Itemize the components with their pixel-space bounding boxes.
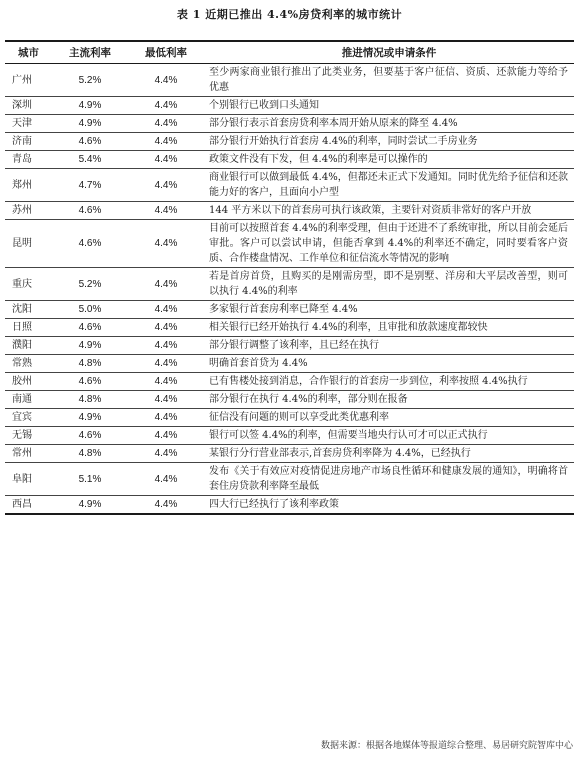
min-rate-cell: 4.4% <box>128 427 204 445</box>
city-cell: 宜宾 <box>5 409 52 427</box>
city-cell: 苏州 <box>5 202 52 220</box>
conditions-cell: 明确首套首贷为 4.4% <box>204 355 574 373</box>
main-rate-cell: 5.2% <box>52 268 128 301</box>
min-rate-cell: 4.4% <box>128 496 204 515</box>
header-city: 城市 <box>5 41 52 64</box>
table-row <box>5 496 574 515</box>
table-row <box>5 64 574 97</box>
conditions-cell: 部分银行在执行 4.4%的利率，部分则在报备 <box>204 391 574 409</box>
conditions-cell: 部分银行开始执行首套房 4.4%的利率，同时尝试二手房业务 <box>204 133 574 151</box>
city-cell: 天津 <box>5 115 52 133</box>
conditions-cell: 目前可以按照首套 4.4%的利率受理，但由于还进不了系统审批，所以目前会延后审批。客户可以尝试申请，但能否拿到 4.4%的利率还不确定，同时要看客户资质、合作楼盘情况、工作单位和征信流水等情况的影响 <box>204 220 574 268</box>
conditions-cell: 商业银行可以做到最低 4.4%，但都还未正式下发通知。同时优先给予征信和还款能力好的客户，且面向小户型 <box>204 169 574 202</box>
min-rate-cell: 4.4% <box>128 169 204 202</box>
table-row <box>5 202 574 220</box>
conditions-cell: 某银行分行营业部表示,首套房贷利率降为 4.4%，已经执行 <box>204 445 574 463</box>
conditions-cell: 部分银行表示首套房贷利率本周开始从原来的降至 4.4% <box>204 115 574 133</box>
header-min-rate: 最低利率 <box>128 41 204 64</box>
city-cell: 常州 <box>5 445 52 463</box>
min-rate-cell: 4.4% <box>128 268 204 301</box>
main-rate-cell: 4.9% <box>52 496 128 515</box>
table-header <box>5 41 574 64</box>
conditions-cell: 银行可以签 4.4%的利率，但需要当地央行认可才可以正式执行 <box>204 427 574 445</box>
min-rate-cell: 4.4% <box>128 391 204 409</box>
city-cell: 济南 <box>5 133 52 151</box>
main-rate-cell: 4.8% <box>52 355 128 373</box>
conditions-cell: 若是首房首贷，且购买的是刚需房型，即不是别墅、洋房和大平层改善型，则可以执行 4.4%的利率 <box>204 268 574 301</box>
conditions-cell: 已有售楼处接到消息，合作银行的首套房一步到位，利率按照 4.4%执行 <box>204 373 574 391</box>
conditions-cell: 至少两家商业银行推出了此类业务，但要基于客户征信、资质、还款能力等给予优惠 <box>204 64 574 97</box>
main-rate-cell: 4.8% <box>52 445 128 463</box>
city-cell: 重庆 <box>5 268 52 301</box>
min-rate-cell: 4.4% <box>128 355 204 373</box>
main-rate-cell: 5.2% <box>52 64 128 97</box>
table-row <box>5 133 574 151</box>
main-rate-cell: 4.6% <box>52 427 128 445</box>
table-row <box>5 268 574 301</box>
min-rate-cell: 4.4% <box>128 409 204 427</box>
conditions-cell: 144 平方米以下的首套房可执行该政策，主要针对资质非常好的客户开放 <box>204 202 574 220</box>
main-rate-cell: 4.6% <box>52 220 128 268</box>
min-rate-cell: 4.4% <box>128 220 204 268</box>
data-source-note: 数据来源：根据各地媒体等报道综合整理、易居研究院智库中心 <box>320 741 573 751</box>
main-rate-cell: 5.4% <box>52 151 128 169</box>
city-cell: 郑州 <box>5 169 52 202</box>
min-rate-cell: 4.4% <box>128 202 204 220</box>
city-rate-table <box>5 40 574 515</box>
table-row <box>5 355 574 373</box>
conditions-cell: 部分银行调整了该利率，且已经在执行 <box>204 337 574 355</box>
city-cell: 昆明 <box>5 220 52 268</box>
table-row <box>5 319 574 337</box>
min-rate-cell: 4.4% <box>128 337 204 355</box>
min-rate-cell: 4.4% <box>128 133 204 151</box>
min-rate-cell: 4.4% <box>128 463 204 496</box>
main-rate-cell: 4.9% <box>52 337 128 355</box>
table-row <box>5 391 574 409</box>
city-cell: 深圳 <box>5 97 52 115</box>
main-rate-cell: 4.7% <box>52 169 128 202</box>
table-caption: 表 1 近期已推出 4.4%房贷利率的城市统计 <box>176 8 403 21</box>
conditions-cell: 相关银行已经开始执行 4.4%的利率，且审批和放款速度都较快 <box>204 319 574 337</box>
table-row <box>5 301 574 319</box>
main-rate-cell: 5.0% <box>52 301 128 319</box>
conditions-cell: 多家银行首套房利率已降至 4.4% <box>204 301 574 319</box>
city-cell: 日照 <box>5 319 52 337</box>
city-cell: 沈阳 <box>5 301 52 319</box>
main-rate-cell: 4.6% <box>52 133 128 151</box>
table-row <box>5 409 574 427</box>
table-row <box>5 220 574 268</box>
table-row <box>5 463 574 496</box>
table-body <box>5 64 574 515</box>
table-row <box>5 115 574 133</box>
min-rate-cell: 4.4% <box>128 115 204 133</box>
city-cell: 西昌 <box>5 496 52 515</box>
city-cell: 青岛 <box>5 151 52 169</box>
table-row <box>5 151 574 169</box>
table-row <box>5 337 574 355</box>
main-rate-cell: 4.6% <box>52 319 128 337</box>
min-rate-cell: 4.4% <box>128 445 204 463</box>
city-cell: 常熟 <box>5 355 52 373</box>
table-row <box>5 169 574 202</box>
city-cell: 濮阳 <box>5 337 52 355</box>
city-cell: 阜阳 <box>5 463 52 496</box>
table-row <box>5 97 574 115</box>
table-row <box>5 427 574 445</box>
main-rate-cell: 5.1% <box>52 463 128 496</box>
city-cell: 广州 <box>5 64 52 97</box>
main-rate-cell: 4.8% <box>52 391 128 409</box>
min-rate-cell: 4.4% <box>128 301 204 319</box>
conditions-cell: 征信没有问题的则可以享受此类优惠利率 <box>204 409 574 427</box>
header-row <box>5 41 574 64</box>
table-row <box>5 445 574 463</box>
main-rate-cell: 4.9% <box>52 97 128 115</box>
city-cell: 无锡 <box>5 427 52 445</box>
conditions-cell: 政策文件没有下发，但 4.4%的利率是可以操作的 <box>204 151 574 169</box>
header-conditions: 推进情况或申请条件 <box>204 41 574 64</box>
min-rate-cell: 4.4% <box>128 319 204 337</box>
main-rate-cell: 4.9% <box>52 115 128 133</box>
conditions-cell: 个别银行已收到口头通知 <box>204 97 574 115</box>
city-cell: 南通 <box>5 391 52 409</box>
min-rate-cell: 4.4% <box>128 373 204 391</box>
main-rate-cell: 4.9% <box>52 409 128 427</box>
min-rate-cell: 4.4% <box>128 64 204 97</box>
city-cell: 胶州 <box>5 373 52 391</box>
main-rate-cell: 4.6% <box>52 202 128 220</box>
min-rate-cell: 4.4% <box>128 151 204 169</box>
min-rate-cell: 4.4% <box>128 97 204 115</box>
conditions-cell: 发布《关于有效应对疫情促进房地产市场良性循环和健康发展的通知》，明确将首套住房贷款利率降至最低 <box>204 463 574 496</box>
header-main-rate: 主流利率 <box>52 41 128 64</box>
table-row <box>5 373 574 391</box>
main-rate-cell: 4.6% <box>52 373 128 391</box>
conditions-cell: 四大行已经执行了该利率政策 <box>204 496 574 515</box>
